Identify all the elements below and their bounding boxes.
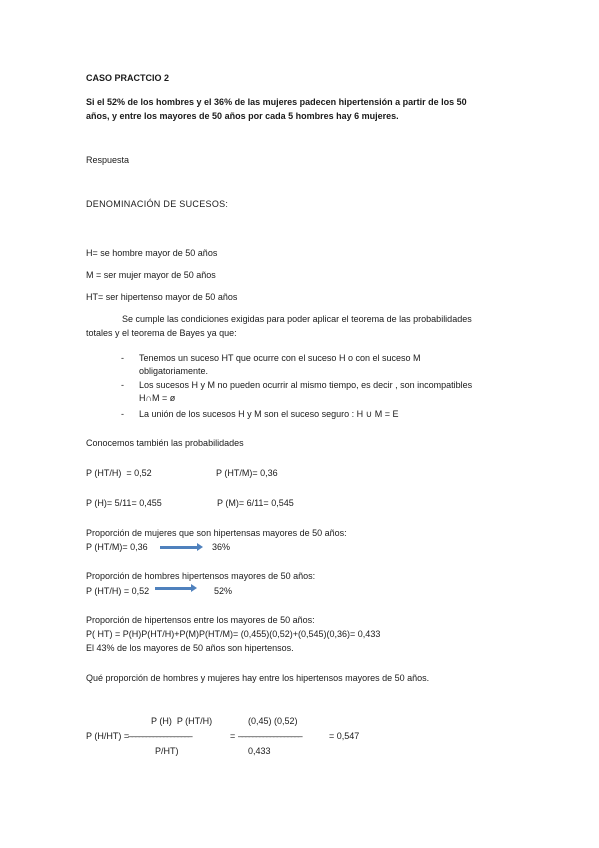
total-formula: P( HT) = P(H)P(HT/H)+P(M)P(HT/M)= (0,455)(0,52)+(0,545)(0,36)= 0,433: [86, 629, 381, 639]
fraction-bar: ––––––––––––––––––: [238, 731, 302, 741]
conditions-intro-1: Se cumple las condiciones exigidas para poder aplicar el teorema de las probabilidades: [122, 314, 472, 324]
bayes-denominator-values: 0,433: [248, 746, 271, 756]
bullet-3-line-1: La unión de los sucesos H y M son el suceso seguro : H ∪ M = E: [139, 409, 399, 419]
conditions-intro-2: totales y el teorema de Bayes ya que:: [86, 328, 237, 338]
events-heading: DENOMINACIÓN DE SUCESOS:: [86, 199, 229, 209]
prob-m: P (M)= 6/11= 0,545: [217, 498, 294, 508]
bayes-denominator-symbolic: P/HT): [155, 746, 179, 756]
men-label: Proporción de hombres hipertensos mayores de 50 años:: [86, 571, 316, 581]
bayes-numerator-symbolic: P (H) P (HT/H): [151, 716, 213, 726]
event-m: M = ser mujer mayor de 50 años: [86, 270, 216, 280]
bullet-2-line-2: H∩M = ø: [139, 393, 176, 403]
fraction-bar: ––––––––––––––––––: [128, 731, 192, 741]
event-ht: HT= ser hipertenso mayor de 50 años: [86, 292, 238, 302]
men-expr: P (HT/H) = 0,52: [86, 586, 150, 596]
equals-sign: =: [230, 731, 236, 741]
bullet-1-line-1: Tenemos un suceso HT que ocurre con el suceso H o con el suceso M: [139, 353, 421, 363]
bullet-dash: -: [121, 409, 124, 419]
women-label: Proporción de mujeres que son hipertensas mayores de 50 años:: [86, 528, 347, 538]
prob-h: P (H)= 5/11= 0,455: [86, 498, 162, 508]
bayes-result: = 0,547: [329, 731, 360, 741]
bullet-dash: -: [121, 380, 124, 390]
question: Qué proporción de hombres y mujeres hay entre los hipertensos mayores de 50 años.: [86, 673, 430, 683]
bayes-lhs: P (H/HT) =: [86, 731, 130, 741]
arrow-right-icon: [155, 587, 192, 590]
total-label: Proporción de hipertensos entre los mayores de 50 años:: [86, 615, 315, 625]
bullet-2-line-1: Los sucesos H y M no pueden ocurrir al mismo tiempo, es decir , son incompatibles: [139, 380, 473, 390]
answer-label: Respuesta: [86, 155, 130, 165]
men-result: 52%: [214, 586, 233, 596]
event-h: H= se hombre mayor de 50 años: [86, 248, 218, 258]
statement-line-2: años, y entre los mayores de 50 años por cada 5 hombres hay 6 mujeres.: [86, 111, 399, 121]
women-expr: P (HT/M)= 0,36: [86, 542, 148, 552]
prob-ht-given-h: P (HT/H) = 0,52: [86, 468, 152, 478]
case-title: CASO PRACTCIO 2: [86, 73, 170, 83]
bullet-1-line-2: obligatoriamente.: [139, 366, 209, 376]
known-probs-label: Conocemos también las probabilidades: [86, 438, 244, 448]
total-result: El 43% de los mayores de 50 años son hipertensos.: [86, 643, 294, 653]
arrow-right-icon: [160, 546, 198, 549]
prob-ht-given-m: P (HT/M)= 0,36: [216, 468, 278, 478]
bayes-numerator-values: (0,45) (0,52): [248, 716, 298, 726]
statement-line-1: Si el 52% de los hombres y el 36% de las mujeres padecen hipertensión a partir de los 50: [86, 97, 467, 107]
bullet-dash: -: [121, 353, 124, 363]
women-result: 36%: [212, 542, 231, 552]
